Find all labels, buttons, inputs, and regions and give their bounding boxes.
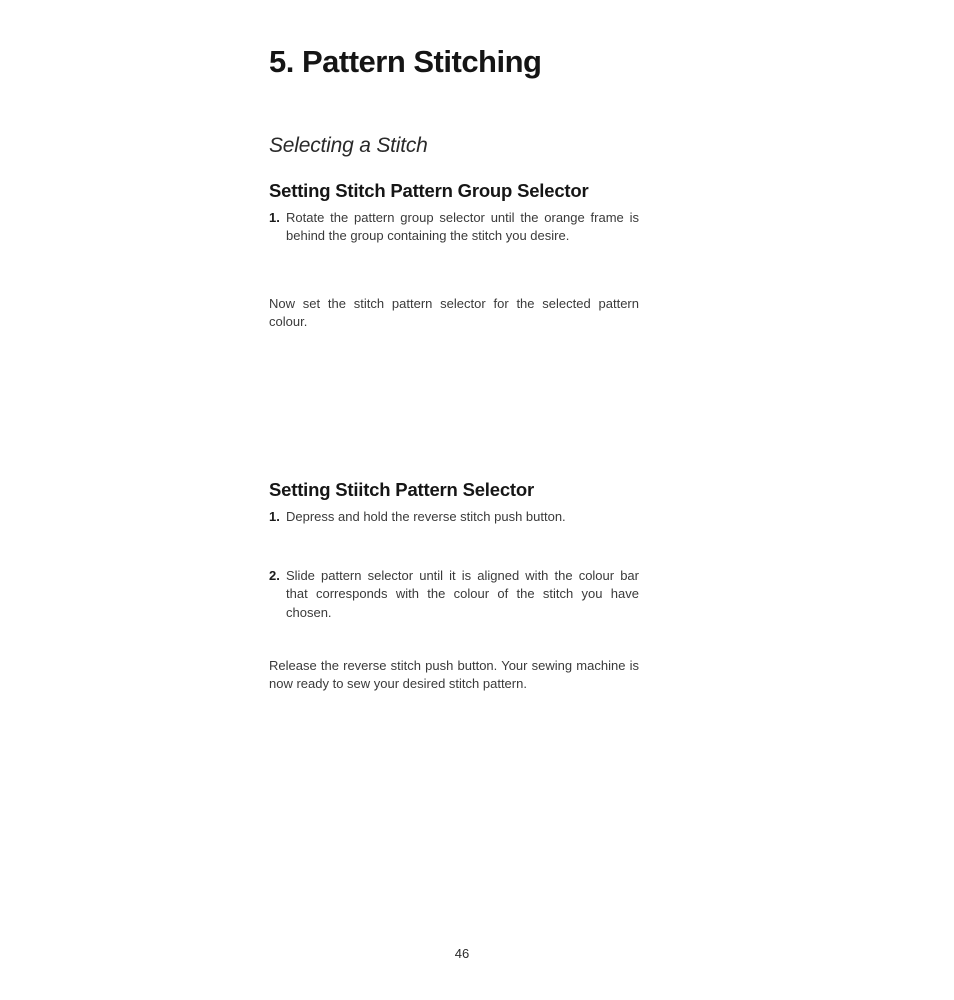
step-text: Depress and hold the reverse stitch push button. (286, 509, 566, 524)
pattern-selector-step-1 (269, 508, 639, 526)
step-number: 2. (269, 568, 280, 583)
pattern-selector-note: Release the reverse stitch push button. Your sewing machine is now ready to sew your desired stitch pattern. (269, 658, 639, 692)
step-text: Rotate the pattern group selector until the orange frame is behind the group containing the stitch you desire. (286, 210, 639, 244)
page-number: 46 (454, 946, 470, 961)
step-number: 1. (269, 210, 280, 225)
page-subtitle: Selecting a Stitch (269, 134, 428, 157)
page-title: 5. Pattern Stitching (269, 44, 542, 79)
group-selector-note: Now set the stitch pattern selector for the selected pattern colour. (269, 296, 639, 330)
pattern-selector-step-2 (269, 567, 639, 622)
step-text: Slide pattern selector until it is aligned with the colour bar that corresponds with the colour of the stitch you have chosen. (286, 568, 639, 620)
group-selector-step-1 (269, 209, 639, 246)
section-heading-pattern-selector: Setting Stiitch Pattern Selector (269, 479, 534, 500)
step-number: 1. (269, 509, 280, 524)
section-heading-group-selector: Setting Stitch Pattern Group Selector (269, 180, 589, 201)
